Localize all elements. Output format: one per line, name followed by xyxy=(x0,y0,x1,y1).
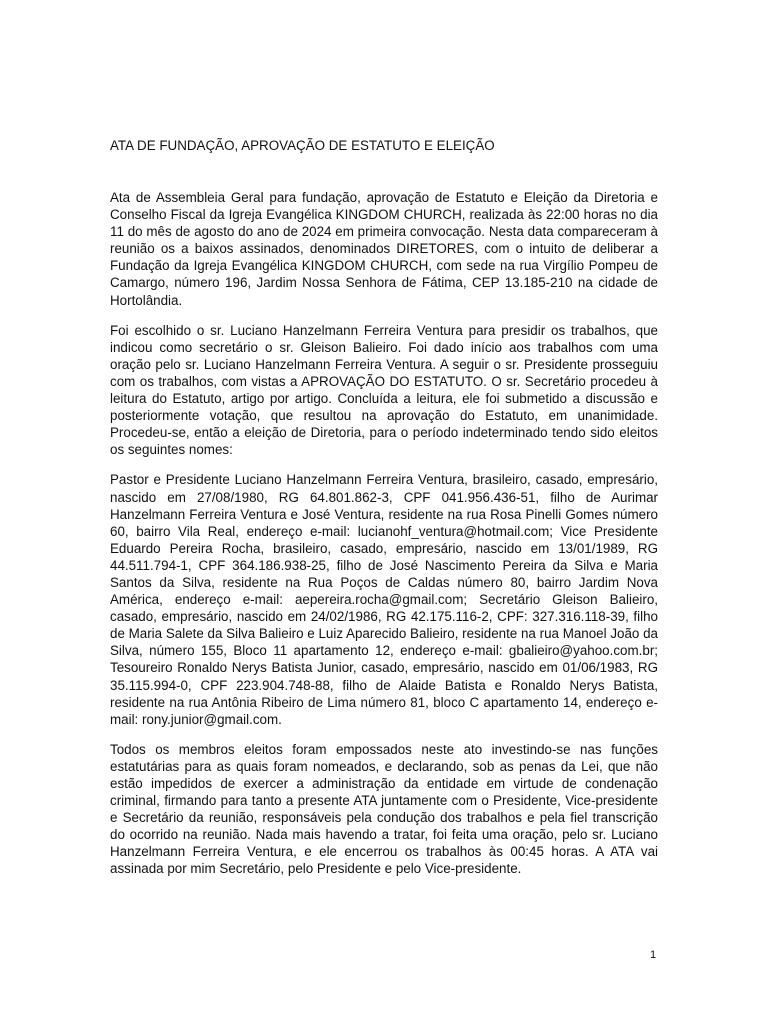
document-body xyxy=(110,189,658,891)
document-title: ATA DE FUNDAÇÃO, APROVAÇÃO DE ESTATUTO E ELEIÇÃO xyxy=(110,138,495,153)
paragraph-proceedings: Foi escolhido o sr. Luciano Hanzelmann Ferreira Ventura para presidir os trabalhos, que indicou como secretário o sr. Gleison Balieiro. Foi dado início aos trabalhos com uma oração pelo sr. Luciano Hanzelmann Ferreira Ventura. A seguir o sr. Presidente prosseguiu com os trabalhos, com vistas a APROVAÇÃO DO ESTATUTO. O sr. Secretário procedeu à leitura do Estatuto, artigo por artigo. Concluída a leitura, ele foi submetido a discussão e posteriormente votação, que resultou na aprovação do Estatuto, em unanimidade. Procedeu-se, então a eleição de Diretoria, para o período indeterminado tendo sido eleitos os seguintes nomes: xyxy=(110,322,658,458)
paragraph-closing: Todos os membros eleitos foram empossados neste ato investindo-se nas funções estatutárias para as quais foram nomeados, e declarando, sob as penas da Lei, que não estão impedidos de exercer a administração da entidade em virtude de condenação criminal, firmando para tanto a presente ATA juntamente com o Presidente, Vice-presidente e Secretário da reunião, responsáveis pela condução dos trabalhos e pela fiel transcrição do ocorrido na reunião. Nada mais havendo a tratar, foi feita uma oração, pelo sr. Luciano Hanzelmann Ferreira Ventura, e ele encerrou os trabalhos às 00:45 horas. A ATA vai assinada por mim Secretário, pelo Presidente e pelo Vice-presidente. xyxy=(110,741,658,877)
page-number: 1 xyxy=(650,949,657,961)
paragraph-assembly-intro: Ata de Assembleia Geral para fundação, aprovação de Estatuto e Eleição da Diretoria e Conselho Fiscal da Igreja Evangélica KINGDOM CHURCH, realizada às 22:00 horas no dia 11 do mês de agosto do ano de 2024 em primeira convocação. Nesta data compareceram à reunião os a baixos assinados, denominados DIRETORES, com o intuito de deliberar a Fundação da Igreja Evangélica KINGDOM CHURCH, com sede na rua Virgílio Pompeu de Camargo, número 196, Jardim Nossa Senhora de Fátima, CEP 13.185-210 na cidade de Hortolândia. xyxy=(110,190,658,308)
paragraph-elected-board: Pastor e Presidente Luciano Hanzelmann Ferreira Ventura, brasileiro, casado, empresário, nascido em 27/08/1980, RG 64.801.862-3, CPF 041.956.436-51, filho de Aurimar Hanzelmann Ferreira Ventura e José Ventura, residente na rua Rosa Pinelli Gomes número 60, bairro Vila Real, endereço e-mail: lucianohf_ventura@hotmail.com; Vice Presidente Eduardo Pereira Rocha, brasileiro, casado, empresário, nascido em 13/01/1989, RG 44.511.794-1, CPF 364.186.938-25, filho de José Nascimento Pereira da Silva e Maria Santos da Silva, residente na Rua Poços de Caldas número 80, bairro Jardim Nova América, endereço e-mail: aepereira.rocha@gmail.com; Secretário Gleison Balieiro, casado, empresário, nascido em 24/02/1986, RG 42.175.116-2, CPF: 327.316.118-39, filho de Maria Salete da Silva Balieiro e Luiz Aparecido Balieiro, residente na rua Manoel João da Silva, número 155, Bloco 11 apartamento 12, endereço e-mail: gbalieiro@yahoo.com.br; Tesoureiro Ronaldo Nerys Batista Junior, casado, empresário, nascido em 01/06/1983, RG 35.115.994-0, CPF 223.904.748-88, filho de Alaide Batista e Ronaldo Nerys Batista, residente na rua Antônia Ribeiro de Lima número 81, bloco C apartamento 14, endereço e-mail: rony.junior@gmail.com. xyxy=(110,472,658,727)
